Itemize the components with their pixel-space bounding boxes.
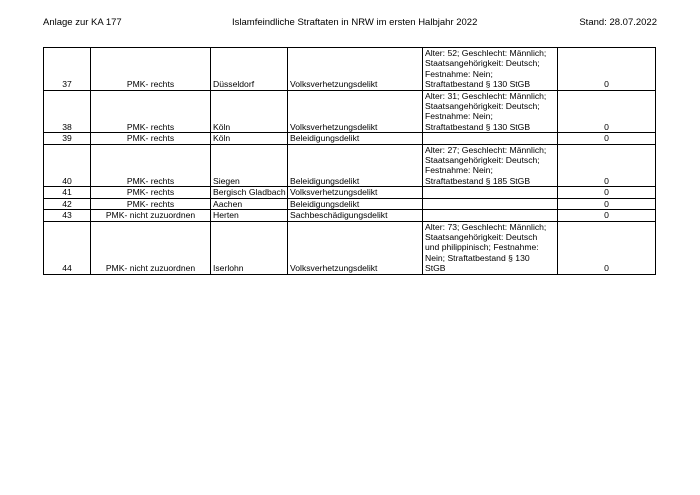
city-cell: Aachen <box>211 198 288 209</box>
city-cell: Köln <box>211 133 288 144</box>
details-cell <box>423 210 558 221</box>
table-row <box>44 90 656 133</box>
table-row <box>44 198 656 209</box>
details-cell <box>423 187 558 198</box>
category-cell: PMK- nicht zuzuordnen <box>91 210 211 221</box>
document-title: Islamfeindliche Straftaten in NRW im ersten Halbjahr 2022 <box>232 17 478 28</box>
details-cell <box>423 90 558 133</box>
table-row <box>44 221 656 274</box>
city-cell: Bergisch Gladbach <box>211 187 288 198</box>
details-line: Festnahme: Nein; <box>425 68 493 79</box>
row-number: 42 <box>44 198 91 209</box>
details-cell <box>423 144 558 187</box>
table-row <box>44 144 656 187</box>
table-row <box>44 210 656 221</box>
row-number: 39 <box>44 133 91 144</box>
details-line: Staatsangehörigkeit: Deutsch; <box>425 58 540 69</box>
value-cell: 0 <box>558 210 656 221</box>
details-line: Nein; Straftatbestand § 130 <box>425 252 530 263</box>
category-cell: PMK- rechts <box>91 133 211 144</box>
details-cell <box>423 133 558 144</box>
header-left: Anlage zur KA 177 <box>43 17 122 28</box>
value-cell: 0 <box>558 90 656 133</box>
value-cell: 0 <box>558 187 656 198</box>
value-cell: 0 <box>558 48 656 91</box>
details-line: Straftatbestand § 130 StGB <box>425 79 531 90</box>
offense-table <box>43 47 656 275</box>
category-cell: PMK- nicht zuzuordnen <box>91 221 211 274</box>
city-cell: Düsseldorf <box>211 48 288 91</box>
offense-cell: Sachbeschädigungsdelikt <box>288 210 423 221</box>
value-cell: 0 <box>558 221 656 274</box>
details-line: Festnahme: Nein; <box>425 165 493 176</box>
category-cell: PMK- rechts <box>91 144 211 187</box>
offense-cell: Volksverhetzungsdelikt <box>288 48 423 91</box>
value-cell: 0 <box>558 144 656 187</box>
offense-cell: Volksverhetzungsdelikt <box>288 187 423 198</box>
row-number: 38 <box>44 90 91 133</box>
details-line: Alter: 73; Geschlecht: Männlich; <box>425 221 547 232</box>
details-line: und philippinisch; Festnahme: <box>425 242 539 253</box>
offense-cell: Beleidigungsdelikt <box>288 133 423 144</box>
category-cell: PMK- rechts <box>91 187 211 198</box>
offense-cell: Volksverhetzungsdelikt <box>288 221 423 274</box>
details-line: Alter: 31; Geschlecht: Männlich; <box>425 90 547 101</box>
city-cell: Siegen <box>211 144 288 187</box>
row-number: 44 <box>44 221 91 274</box>
details-line: Festnahme: Nein; <box>425 111 493 122</box>
header-date: Stand: 28.07.2022 <box>579 17 657 28</box>
details-cell <box>423 221 558 274</box>
row-number: 41 <box>44 187 91 198</box>
category-cell: PMK- rechts <box>91 198 211 209</box>
details-line: Staatsangehörigkeit: Deutsch <box>425 231 538 242</box>
value-cell: 0 <box>558 198 656 209</box>
details-line: Straftatbestand § 185 StGB <box>425 175 531 186</box>
table-row <box>44 48 656 91</box>
offense-cell: Beleidigungsdelikt <box>288 198 423 209</box>
category-cell: PMK- rechts <box>91 90 211 133</box>
details-line: Alter: 27; Geschlecht: Männlich; <box>425 144 547 155</box>
details-cell <box>423 48 558 91</box>
details-line: StGB <box>425 263 446 274</box>
table-row <box>44 187 656 198</box>
table-row <box>44 133 656 144</box>
offense-table-body <box>44 48 656 275</box>
row-number: 43 <box>44 210 91 221</box>
details-line: Staatsangehörigkeit: Deutsch; <box>425 155 540 166</box>
offense-cell: Beleidigungsdelikt <box>288 144 423 187</box>
category-cell: PMK- rechts <box>91 48 211 91</box>
value-cell: 0 <box>558 133 656 144</box>
details-cell <box>423 198 558 209</box>
city-cell: Herten <box>211 210 288 221</box>
offense-cell: Volksverhetzungsdelikt <box>288 90 423 133</box>
details-line: Staatsangehörigkeit: Deutsch; <box>425 101 540 112</box>
city-cell: Köln <box>211 90 288 133</box>
city-cell: Iserlohn <box>211 221 288 274</box>
details-line: Alter: 52; Geschlecht: Männlich; <box>425 48 547 58</box>
row-number: 40 <box>44 144 91 187</box>
details-line: Straftatbestand § 130 StGB <box>425 121 531 132</box>
row-number: 37 <box>44 48 91 91</box>
